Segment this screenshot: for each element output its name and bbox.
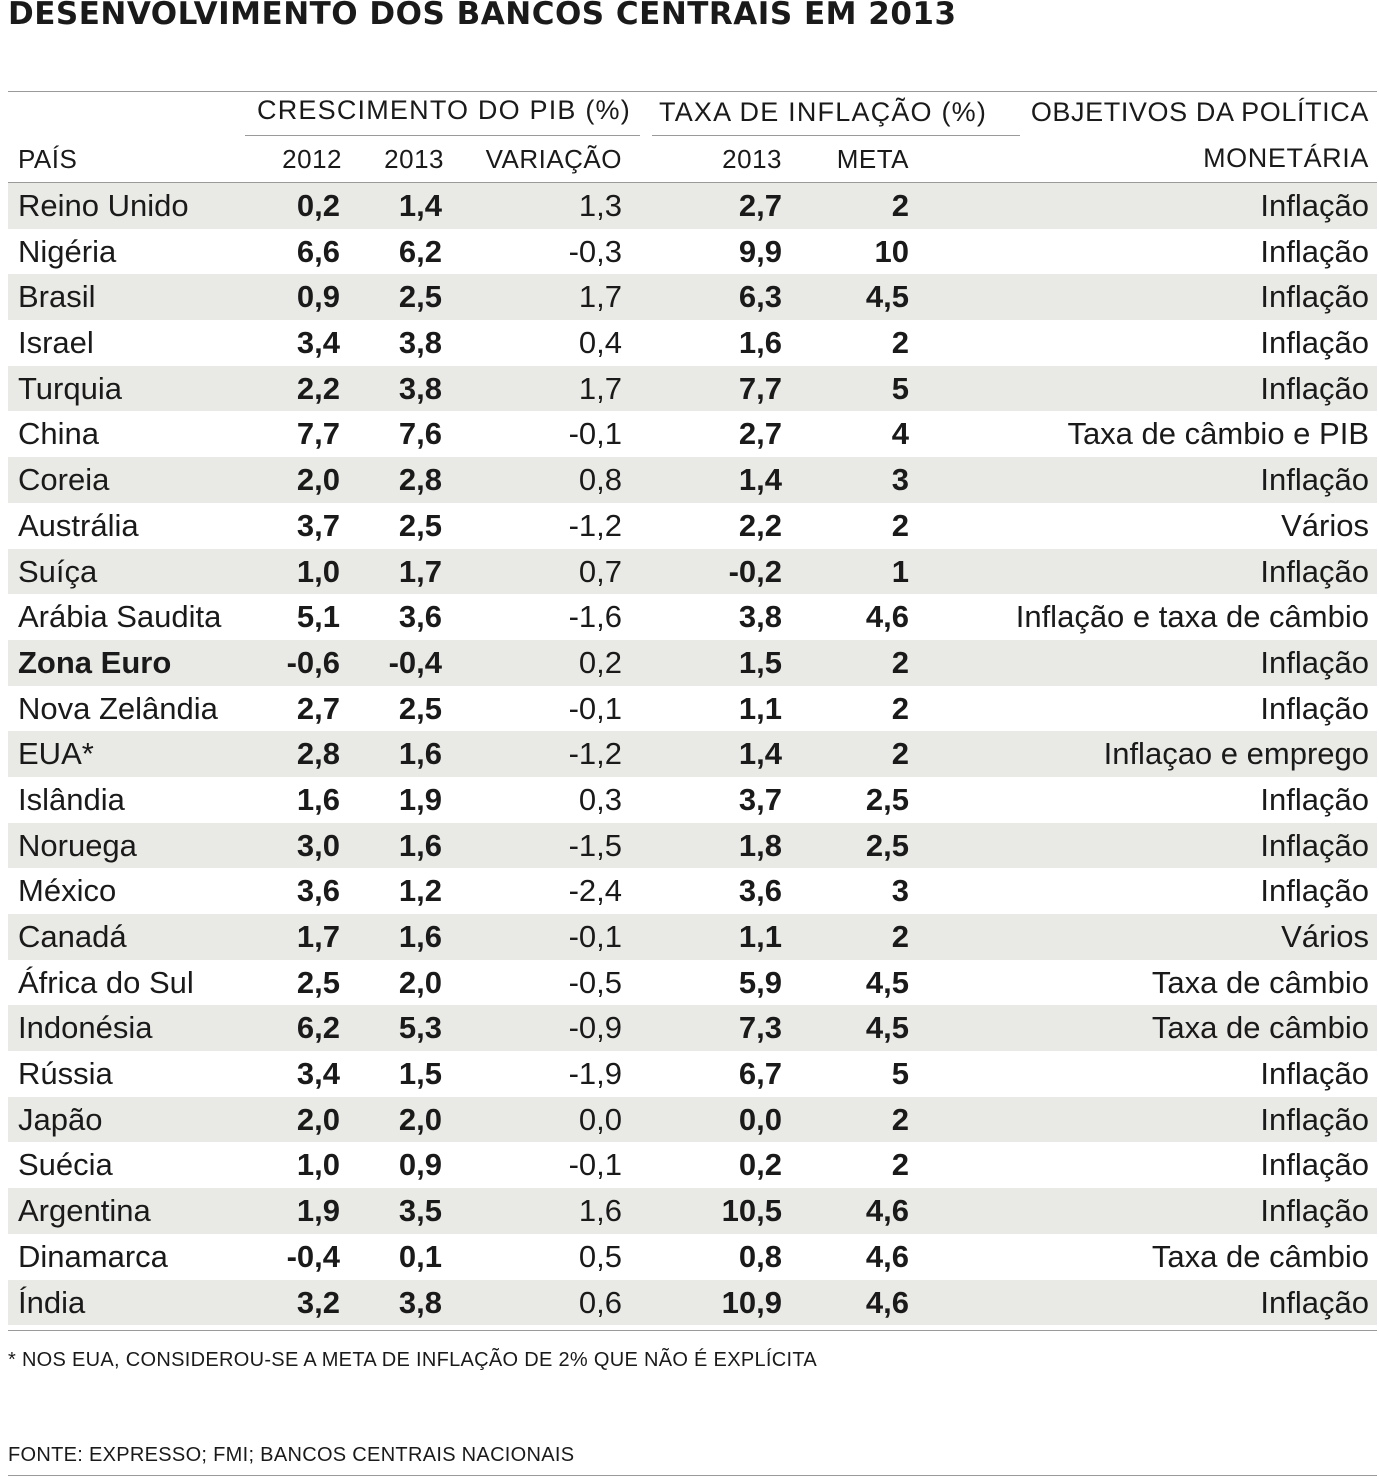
cell-target: 1 (891, 553, 909, 589)
cell-country: México (18, 873, 117, 909)
cell-target: 2 (891, 644, 909, 680)
cell-country: Dinamarca (18, 1238, 168, 1274)
cell-gdp-2013: 1,9 (398, 781, 442, 817)
cell-country: China (18, 416, 99, 452)
cell-gdp-2013: 6,2 (398, 233, 442, 269)
table-row (8, 1188, 1377, 1234)
header-inflation-group-rule (652, 135, 1020, 136)
cell-inflation-2013: 0,8 (738, 1238, 782, 1274)
cell-gdp-2013: 3,8 (398, 1284, 442, 1320)
cell-inflation-2013: 1,1 (738, 919, 782, 954)
cell-variation: 1,7 (578, 370, 622, 406)
cell-country: Austrália (18, 507, 139, 543)
cell-target: 2 (891, 325, 909, 361)
cell-gdp-2012: 6,2 (296, 1010, 340, 1046)
cell-inflation-2013: 1,5 (738, 644, 782, 680)
cell-gdp-2012: 3,0 (296, 827, 340, 863)
cell-inflation-2013: 3,8 (738, 599, 782, 635)
cell-gdp-2012: 2,5 (296, 964, 340, 1000)
cell-gdp-2013: 2,0 (398, 1101, 442, 1137)
cell-gdp-2013: 2,5 (398, 690, 442, 726)
cell-variation: 1,3 (578, 188, 622, 223)
cell-inflation-2013: 1,8 (738, 827, 782, 863)
cell-inflation-2013: 1,4 (738, 736, 782, 772)
cell-inflation-2013: 10,9 (721, 1284, 782, 1320)
cell-objective: Inflação (1260, 1284, 1369, 1320)
cell-variation: -1,5 (568, 827, 622, 863)
cell-objective: Inflação (1260, 781, 1369, 817)
table-row (8, 640, 1377, 686)
cell-gdp-2013: 3,5 (398, 1193, 442, 1229)
cell-target: 2,5 (865, 827, 909, 863)
source-note: FONTE: EXPRESSO; FMI; BANCOS CENTRAIS NACIONAIS (8, 1444, 575, 1466)
cell-country: Nova Zelândia (18, 690, 218, 726)
cell-gdp-2013: -0,4 (388, 644, 442, 680)
cell-objective: Inflação (1260, 1193, 1369, 1229)
cell-inflation-2013: 1,1 (738, 690, 782, 726)
cell-inflation-2013: 5,9 (738, 964, 782, 1000)
cell-objective: Inflação (1260, 873, 1369, 909)
cell-target: 3 (891, 873, 909, 909)
cell-variation: -0,1 (568, 1147, 622, 1183)
cell-country: Nigéria (18, 233, 117, 269)
cell-variation: -0,3 (568, 233, 622, 269)
cell-target: 4,6 (865, 1193, 909, 1229)
cell-objective: Taxa de câmbio (1151, 1010, 1369, 1046)
cell-inflation-2013: -0,2 (728, 553, 782, 589)
table-bottom-rule (8, 1330, 1377, 1331)
cell-gdp-2013: 5,3 (398, 1010, 442, 1046)
cell-gdp-2012: 1,7 (296, 919, 340, 954)
cell-gdp-2013: 1,4 (398, 188, 442, 223)
table-row (8, 686, 1377, 732)
cell-objective: Inflação (1260, 1101, 1369, 1137)
cell-target: 4,5 (865, 1010, 909, 1046)
header-inflation-2013: 2013 (722, 144, 782, 174)
cell-variation: -1,2 (568, 507, 622, 543)
cell-country: Suíça (18, 553, 98, 589)
cell-gdp-2013: 1,2 (398, 873, 442, 909)
cell-country: Brasil (18, 279, 96, 315)
cell-gdp-2013: 1,7 (398, 553, 442, 589)
table-row (8, 320, 1377, 366)
cell-variation: -0,1 (568, 416, 622, 452)
header-objectives-line2: MONETÁRIA (1203, 143, 1369, 173)
cell-gdp-2013: 1,6 (398, 919, 442, 954)
cell-country: Suécia (18, 1147, 113, 1183)
cell-gdp-2012: 3,4 (296, 325, 340, 361)
cell-variation: 1,6 (578, 1193, 622, 1229)
cell-gdp-2012: 2,7 (296, 690, 340, 726)
table-row (8, 503, 1377, 549)
cell-gdp-2013: 2,5 (398, 507, 442, 543)
cell-variation: -1,9 (568, 1056, 622, 1092)
cell-country: Reino Unido (18, 188, 189, 223)
cell-gdp-2012: 1,9 (296, 1193, 340, 1229)
cell-gdp-2013: 3,8 (398, 325, 442, 361)
cell-variation: 1,7 (578, 279, 622, 315)
header-target: META (836, 144, 909, 174)
header-variation: VARIAÇÃO (485, 144, 622, 174)
table-row (8, 868, 1377, 914)
cell-objective: Taxa de câmbio e PIB (1067, 416, 1369, 452)
cell-target: 5 (891, 370, 909, 406)
cell-inflation-2013: 10,5 (721, 1193, 782, 1229)
cell-country: Índia (18, 1284, 86, 1320)
cell-objective: Inflação (1260, 325, 1369, 361)
cell-gdp-2012: 1,0 (296, 1147, 340, 1183)
table-row (8, 411, 1377, 457)
table-body (8, 183, 1377, 1325)
cell-country: Japão (18, 1101, 103, 1137)
cell-variation: -0,5 (568, 964, 622, 1000)
table-row (8, 777, 1377, 823)
cell-gdp-2012: 2,8 (296, 736, 340, 772)
cell-gdp-2012: 3,2 (296, 1284, 340, 1320)
cell-variation: -0,1 (568, 919, 622, 954)
table-row (8, 1051, 1377, 1097)
cell-gdp-2013: 0,1 (398, 1238, 442, 1274)
cell-variation: 0,0 (578, 1101, 622, 1137)
cell-variation: -1,6 (568, 599, 622, 635)
cell-target: 10 (874, 233, 909, 269)
cell-target: 2 (891, 188, 909, 223)
cell-gdp-2012: 0,9 (296, 279, 340, 315)
cell-gdp-2012: 7,7 (296, 416, 340, 452)
cell-country: Indonésia (18, 1010, 153, 1046)
cell-inflation-2013: 7,7 (738, 370, 782, 406)
cell-country: Canadá (18, 919, 127, 954)
cell-objective: Inflação (1260, 188, 1369, 223)
cell-gdp-2013: 1,5 (398, 1056, 442, 1092)
footnote: * NOS EUA, CONSIDEROU-SE A META DE INFLAÇÃO DE 2% QUE NÃO É EXPLÍCITA (8, 1349, 818, 1371)
cell-gdp-2013: 1,6 (398, 827, 442, 863)
header-country: PAÍS (18, 144, 78, 174)
cell-objective: Inflação (1260, 553, 1369, 589)
cell-objective: Vários (1281, 919, 1369, 954)
cell-country: Rússia (18, 1056, 113, 1092)
cell-gdp-2012: 3,6 (296, 873, 340, 909)
header-inflation-group: TAXA DE INFLAÇÃO (%) (659, 97, 988, 127)
cell-target: 4,6 (865, 1238, 909, 1274)
cell-gdp-2013: 0,9 (398, 1147, 442, 1183)
cell-variation: -0,9 (568, 1010, 622, 1046)
cell-gdp-2012: -0,6 (286, 644, 340, 680)
cell-gdp-2012: -0,4 (286, 1238, 340, 1274)
cell-country: Coreia (18, 462, 110, 498)
cell-inflation-2013: 2,7 (738, 188, 782, 223)
cell-gdp-2012: 0,2 (296, 188, 340, 223)
cell-target: 2 (891, 1147, 909, 1183)
cell-target: 4,5 (865, 279, 909, 315)
header-gdp-group: CRESCIMENTO DO PIB (%) (257, 95, 631, 125)
cell-gdp-2012: 3,4 (296, 1056, 340, 1092)
cell-objective: Taxa de câmbio (1151, 1238, 1369, 1274)
cell-inflation-2013: 1,6 (738, 325, 782, 361)
table-row (8, 183, 1377, 229)
cell-variation: -1,2 (568, 736, 622, 772)
cell-objective: Inflação (1260, 1147, 1369, 1183)
cell-gdp-2012: 3,7 (296, 507, 340, 543)
table-row (8, 1234, 1377, 1280)
cell-variation: 0,4 (578, 325, 622, 361)
cell-target: 2 (891, 690, 909, 726)
table-row (8, 549, 1377, 595)
table-row (8, 366, 1377, 412)
cell-gdp-2012: 2,0 (296, 462, 340, 498)
cell-gdp-2013: 2,0 (398, 964, 442, 1000)
cell-gdp-2012: 5,1 (296, 599, 340, 635)
cell-gdp-2013: 3,6 (398, 599, 442, 635)
table-row (8, 229, 1377, 275)
cell-variation: 0,7 (578, 553, 622, 589)
cell-objective: Inflação (1260, 644, 1369, 680)
cell-country: Zona Euro (18, 644, 172, 680)
header-gdp-group-rule (245, 135, 640, 136)
cell-gdp-2013: 7,6 (398, 416, 442, 452)
table-row (8, 914, 1377, 960)
header-gdp-2013: 2013 (384, 144, 444, 174)
cell-objective: Inflaçao e emprego (1103, 736, 1369, 772)
cell-gdp-2013: 3,8 (398, 370, 442, 406)
cell-inflation-2013: 6,7 (738, 1056, 782, 1092)
cell-inflation-2013: 3,6 (738, 873, 782, 909)
table-row (8, 594, 1377, 640)
cell-target: 4 (891, 416, 909, 452)
cell-gdp-2013: 2,5 (398, 279, 442, 315)
cell-objective: Inflação (1260, 690, 1369, 726)
chart-title: DESENVOLVIMENTO DOS BANCOS CENTRAIS EM 2013 (8, 0, 957, 32)
cell-inflation-2013: 6,3 (738, 279, 782, 315)
cell-variation: 0,5 (578, 1238, 622, 1274)
table-row (8, 731, 1377, 777)
cell-objective: Inflação (1260, 827, 1369, 863)
cell-country: Islândia (18, 781, 125, 817)
cell-target: 2 (891, 1101, 909, 1137)
table-row (8, 960, 1377, 1006)
cell-target: 2 (891, 919, 909, 954)
cell-variation: -2,4 (568, 873, 622, 909)
cell-gdp-2013: 2,8 (398, 462, 442, 498)
table-row (8, 457, 1377, 503)
cell-country: África do Sul (18, 964, 194, 1000)
cell-objective: Inflação e taxa de câmbio (1015, 599, 1369, 635)
cell-target: 4,6 (865, 1284, 909, 1320)
cell-variation: -0,1 (568, 690, 622, 726)
cell-objective: Inflação (1260, 370, 1369, 406)
header-objectives-line1: OBJETIVOS DA POLÍTICA (1030, 97, 1369, 127)
cell-inflation-2013: 9,9 (738, 233, 782, 269)
cell-objective: Vários (1281, 507, 1369, 543)
cell-inflation-2013: 2,7 (738, 416, 782, 452)
cell-objective: Inflação (1260, 233, 1369, 269)
table-row (8, 1005, 1377, 1051)
cell-gdp-2012: 1,0 (296, 553, 340, 589)
cell-target: 3 (891, 462, 909, 498)
cell-gdp-2013: 1,6 (398, 736, 442, 772)
cell-target: 4,5 (865, 964, 909, 1000)
cell-inflation-2013: 2,2 (738, 507, 782, 543)
cell-country: Argentina (18, 1193, 151, 1229)
table-row (8, 1142, 1377, 1188)
cell-country: EUA* (18, 736, 94, 772)
cell-inflation-2013: 3,7 (738, 781, 782, 817)
cell-gdp-2012: 2,2 (296, 370, 340, 406)
cell-variation: 0,6 (578, 1284, 622, 1320)
cell-country: Arábia Saudita (18, 599, 222, 635)
source-rule (8, 1475, 1377, 1476)
cell-objective: Taxa de câmbio (1151, 964, 1369, 1000)
cell-target: 2 (891, 507, 909, 543)
cell-inflation-2013: 7,3 (738, 1010, 782, 1046)
cell-country: Noruega (18, 827, 137, 863)
cell-inflation-2013: 0,0 (738, 1101, 782, 1137)
cell-gdp-2012: 1,6 (296, 781, 340, 817)
header-gdp-2012: 2012 (282, 144, 342, 174)
cell-objective: Inflação (1260, 462, 1369, 498)
cell-target: 4,6 (865, 599, 909, 635)
cell-variation: 0,3 (578, 781, 622, 817)
cell-objective: Inflação (1260, 279, 1369, 315)
cell-gdp-2012: 2,0 (296, 1101, 340, 1137)
cell-inflation-2013: 1,4 (738, 462, 782, 498)
table-row (8, 1097, 1377, 1143)
cell-variation: 0,2 (578, 644, 622, 680)
cell-target: 2 (891, 736, 909, 772)
table-top-rule (8, 91, 1377, 92)
cell-inflation-2013: 0,2 (738, 1147, 782, 1183)
table-row (8, 823, 1377, 869)
table-row (8, 1280, 1377, 1326)
cell-country: Israel (18, 325, 94, 361)
table-row (8, 274, 1377, 320)
cell-country: Turquia (18, 370, 122, 406)
cell-target: 5 (891, 1056, 909, 1092)
cell-variation: 0,8 (578, 462, 622, 498)
cell-objective: Inflação (1260, 1056, 1369, 1092)
cell-target: 2,5 (865, 781, 909, 817)
cell-gdp-2012: 6,6 (296, 233, 340, 269)
